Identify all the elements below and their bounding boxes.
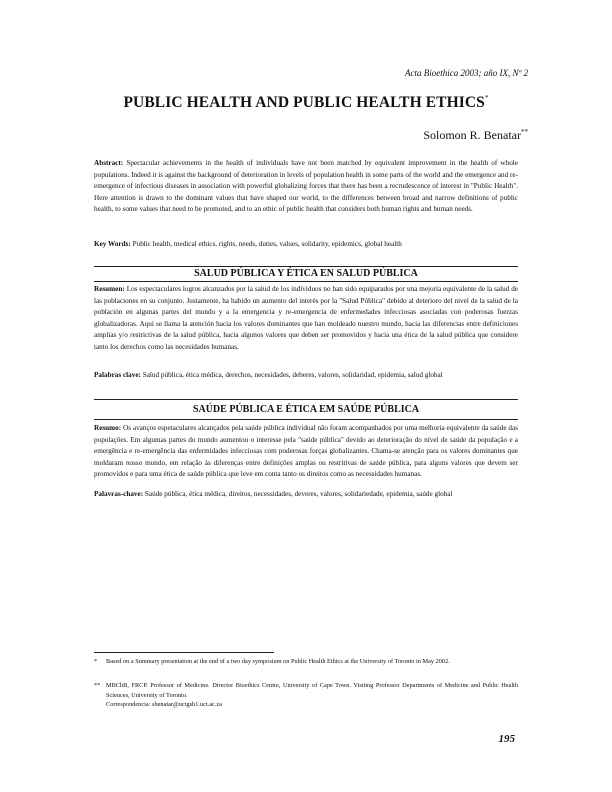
footnote-text: MBChB, FRCP. Professor of Medicine. Director Bioethics Centre, University of Cape Town. Visiting Professor Departments of Medicine and Public Health Sciences, University of Toronto. xyxy=(106,682,518,699)
palavras-text: Saúde pública, ética médica, direitos, necessidades, deveres, valores, solidariedade, epidemia, saúde global xyxy=(143,490,453,498)
keywords-text: Public health, medical ethics, rights, needs, duties, values, solidarity, epidemics, global health xyxy=(130,240,402,248)
palabras-text: Salud pública, ética médica, derechos, necesidades, deberes, valores, solidaridad, epidemia, salud global xyxy=(140,371,443,379)
section-divider-top xyxy=(94,266,518,267)
portuguese-section-heading: SAÚDE PÚBLICA E ÉTICA EM SAÚDE PÚBLICA xyxy=(192,404,420,415)
portuguese-keywords xyxy=(94,489,518,501)
spanish-keywords xyxy=(94,370,518,382)
resumen-text: Los espectaculares logros alcanzados por la salud de los individuos no han sido equiparados por una mejoría equivalente de la salud de las poblaciones en su conjunto. Justamente, ha habido un aumento del interés por la "Salud Pública" debido al deterioro del nivel de la salud de la población en algunas partes del mundo y a la emergencia y re-emergencia de enfermedades infecciosas asociadas con poderosas fuerzas globalizadoras. Aquí se llama la atención hacia los valores dominantes que han moldeado nuestro mundo, hacia las diferencias entre definiciones amplias y/o restrictivas de la salud pública, hacia algunos valores que deben ser promovidos y hacia una ética de la salud pública que considere tanto los derechos como las necesidades humanas. xyxy=(94,285,518,351)
author-name xyxy=(423,128,528,143)
title-text: PUBLIC HEALTH AND PUBLIC HEALTH ETHICS xyxy=(123,94,485,111)
section-divider-bottom xyxy=(94,281,518,282)
footnote-marker: ** xyxy=(94,682,101,689)
section-divider-top xyxy=(94,399,518,400)
footnote xyxy=(94,700,518,712)
abstract-text: Spectacular achievements in the health of individuals have not been matched by equivalent improvement in the health of whole populations. Indeed it is against the background of deterioration in levels of population health in some parts of the world and the emergence and re-emergence of infectious diseases in association with powerful globalizing forces that there has been a recrudescence of interest in "Public Health". Here attention is drawn to the dominant values that have shaped our world, to the differences between broad and narrow definitions of public health, to some values that need to be promoted, and to an ethic of public health that considers both human rights and human needs. xyxy=(94,159,519,213)
portuguese-abstract xyxy=(94,423,518,481)
footnote xyxy=(94,657,518,677)
correspondence-email[interactable]: Correspondencia: sbenatar@uctgsh1.uct.ac.za xyxy=(106,701,222,708)
abstract-label: Abstract: xyxy=(94,159,124,167)
author-text: Solomon R. Benatar xyxy=(423,128,521,142)
spanish-abstract xyxy=(94,284,518,353)
section-divider-bottom xyxy=(94,419,518,420)
footnote xyxy=(94,681,518,701)
article-title xyxy=(0,94,612,112)
palavras-label: Palavras-chave: xyxy=(94,490,144,498)
journal-header: Acta Bioethica 2003; año IX, Nº 2 xyxy=(404,68,528,78)
footnote-divider xyxy=(94,652,274,653)
resumo-label: Resumo: xyxy=(94,424,122,432)
author-footnote-marker[interactable]: ** xyxy=(521,128,528,136)
footnote-marker: * xyxy=(94,658,98,665)
palabras-label: Palabras clave: xyxy=(94,371,141,379)
resumo-text: Os avanços espetaculares alcançados pela saúde pública individual não foram acompanhados por uma melhoria equivalente da saúde das populações. Em algumas partes do mundo aumentou o interesse pela "saúde pública" devido ao deterioração do nível de saúde da população e a emergência e re-emergência das enfermidades infecciosas com poderosas forças globalizantes. Chama-se atenção para os valores dominantes que moldaram nosso mundo, em relação às diferenças entre definições amplas ou restritivas de saúde pública, para alguns valores que devem ser promovidos e para uma ética de saúde pública que leve em conta tanto os direitos como as necessidades humanas. xyxy=(94,424,518,478)
page-number: 195 xyxy=(498,733,515,745)
footnote-text: Based on a Summary presentation at the end of a two day symposium on Public Health Ethics at the University of Toronto in May 2002. xyxy=(106,658,450,665)
keywords-label: Key Words: xyxy=(94,240,131,248)
title-footnote-marker[interactable]: * xyxy=(484,94,489,102)
resumen-label: Resumen: xyxy=(94,285,125,293)
abstract xyxy=(94,158,518,216)
keywords xyxy=(94,239,518,251)
spanish-section-heading: SALUD PÚBLICA Y ÉTICA EN SALUD PÚBLICA xyxy=(194,268,418,279)
